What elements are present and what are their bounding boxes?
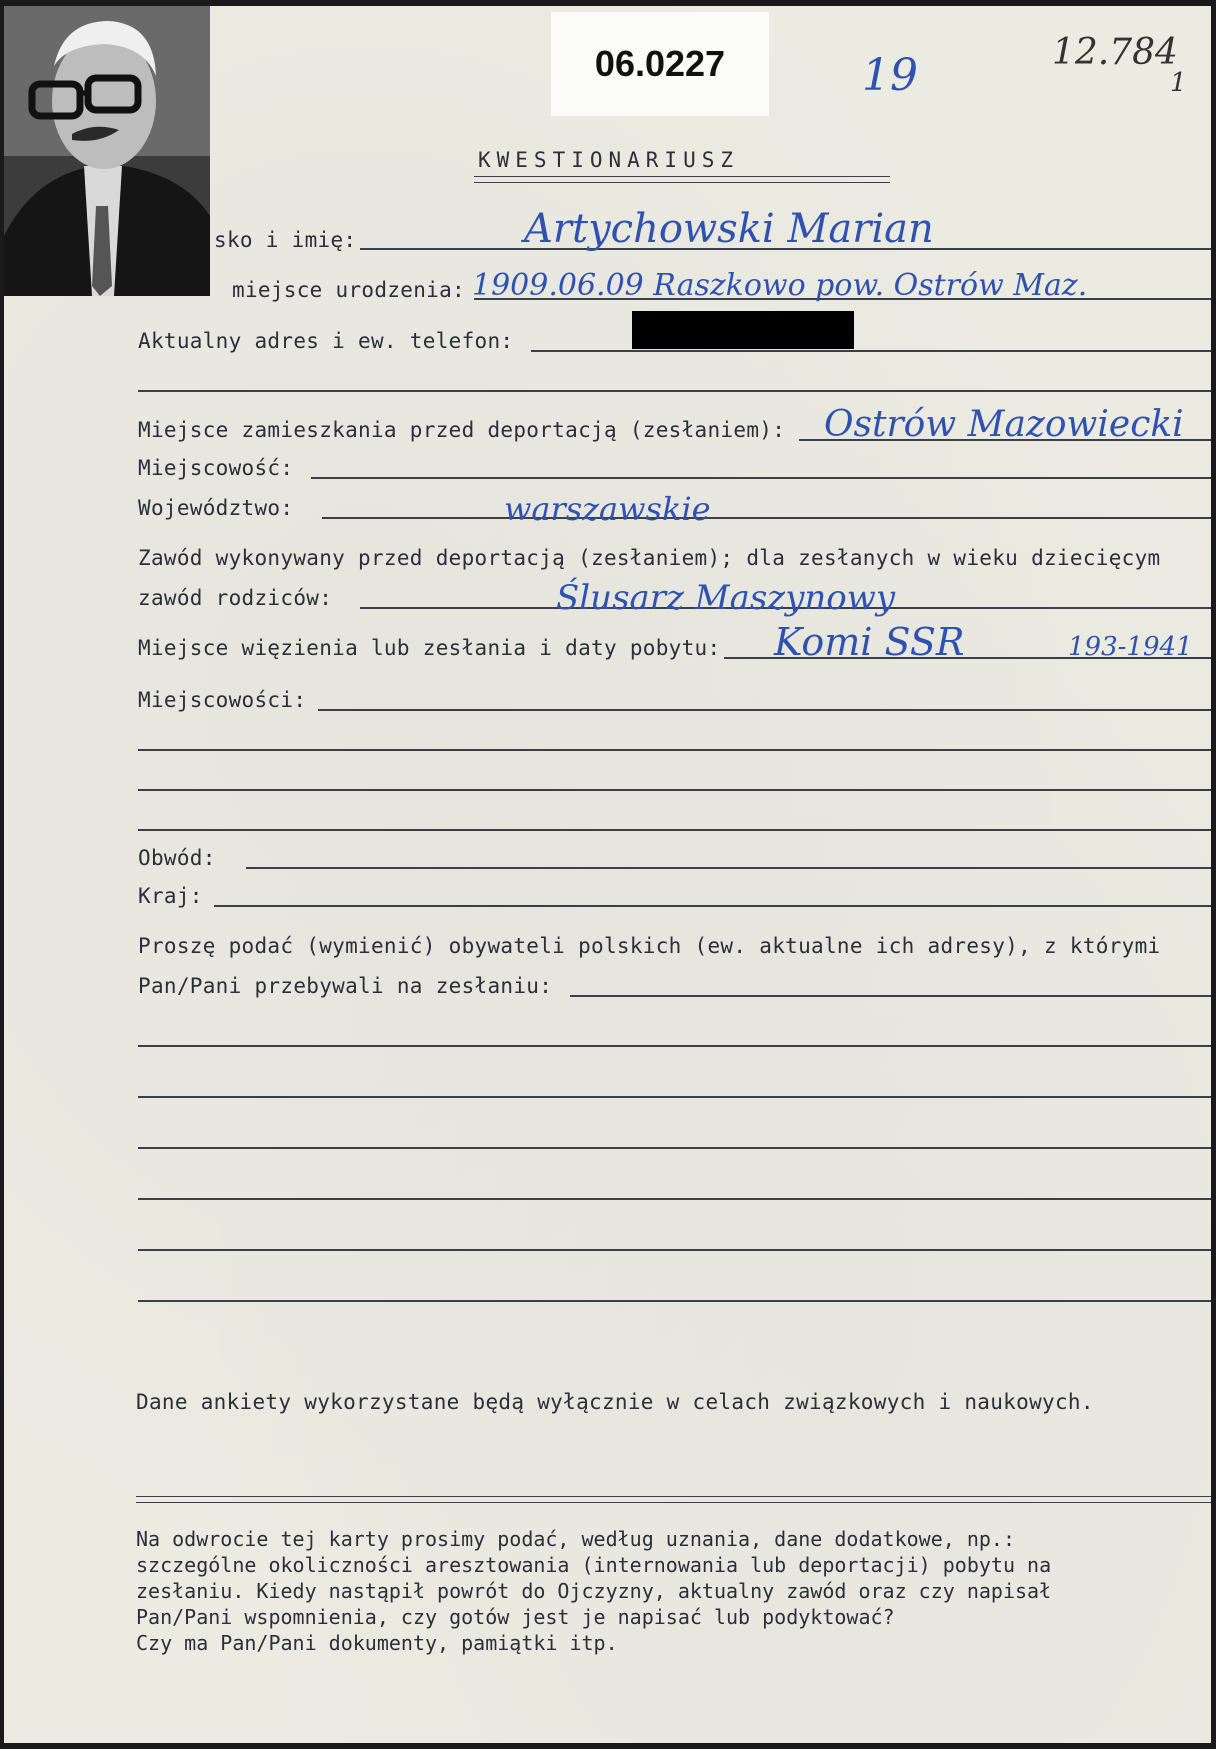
companions-line-5: [138, 1198, 1211, 1200]
name-value: Artychowski Marian: [524, 206, 934, 252]
localities-line-4: [138, 829, 1211, 831]
companions-line-7: [138, 1300, 1211, 1302]
page-number-handwritten: 19: [862, 50, 918, 101]
portrait-photo: [4, 6, 210, 296]
name-label: sko i imię:: [214, 228, 357, 252]
address-line-2: [138, 390, 1211, 392]
redaction-bar: [632, 311, 854, 349]
questionnaire-page: [4, 6, 1211, 1743]
locality-line: [311, 477, 1211, 479]
localities-line-1: [318, 709, 1211, 711]
residence-value: Ostrów Mazowiecki: [824, 404, 1184, 445]
voivodeship-label: Województwo:: [138, 496, 294, 520]
country-label: Kraj:: [138, 884, 203, 908]
form-title: KWESTIONARIUSZ: [478, 148, 740, 172]
occupation-value: Ślusarz Maszynowy: [556, 578, 896, 618]
stamp-number: 06.0227: [594, 43, 726, 84]
localities-line-3: [138, 789, 1211, 791]
companions-line-1: [570, 995, 1211, 997]
archive-stamp: [551, 12, 769, 116]
footer-note-line-5: Czy ma Pan/Pani dokumenty, pamiątki itp.: [136, 1631, 618, 1655]
country-line: [214, 905, 1211, 907]
footer-note-line-1: Na odwrocie tej karty prosimy podać, według uznania, dane dodatkowe, np.:: [136, 1527, 1015, 1551]
birth-value: 1909.06.09 Raszkowo pow. Ostrów Maz.: [472, 268, 1088, 303]
footer-divider: [136, 1496, 1211, 1503]
voivodeship-line: [322, 517, 1211, 519]
occupation-label-2: zawód rodziców:: [138, 586, 333, 610]
localities-line-2: [138, 749, 1211, 751]
companions-line-6: [138, 1249, 1211, 1251]
footer-note-line-4: Pan/Pani wspomnienia, czy gotów jest je napisać lub podyktować?: [136, 1605, 895, 1629]
prison-value: Komi SSR: [774, 620, 965, 664]
archive-suffix-handwritten: 1: [1170, 68, 1187, 98]
birth-label: miejsce urodzenia:: [232, 278, 465, 302]
companions-label-1: Proszę podać (wymienić) obywateli polskich (ew. aktualne ich adresy), z którymi: [138, 934, 1161, 958]
locality-label: Miejscowość:: [138, 456, 294, 480]
title-underline: [474, 176, 890, 183]
district-line: [246, 867, 1211, 869]
residence-label: Miejsce zamieszkania przed deportacją (zesłaniem):: [138, 418, 786, 442]
address-label: Aktualny adres i ew. telefon:: [138, 329, 514, 353]
occupation-label-1: Zawód wykonywany przed deportacją (zesłaniem); dla zesłanych w wieku dziecięcym: [138, 546, 1161, 570]
archive-number-handwritten: 12.784: [1052, 32, 1178, 73]
voivodeship-value: warszawskie: [504, 490, 711, 528]
companions-label-2: Pan/Pani przebywali na zesłaniu:: [138, 974, 553, 998]
companions-line-2: [138, 1045, 1211, 1047]
footer-note-line-2: szczególne okoliczności aresztowania (internowania lub deportacji) pobytu na: [136, 1553, 1052, 1577]
companions-line-4: [138, 1147, 1211, 1149]
prison-label: Miejsce więzienia lub zesłania i daty pobytu:: [138, 636, 721, 660]
district-label: Obwód:: [138, 846, 216, 870]
prison-years: 193-1941: [1068, 632, 1193, 662]
address-line-1: [531, 350, 1211, 352]
localities-label: Miejscowości:: [138, 688, 307, 712]
footer-note-line-3: zesłaniu. Kiedy nastąpił powrót do Ojczyzny, aktualny zawód oraz czy napisał: [136, 1579, 1052, 1603]
companions-line-3: [138, 1096, 1211, 1098]
disclaimer: Dane ankiety wykorzystane będą wyłącznie w celach związkowych i naukowych.: [136, 1390, 1094, 1414]
